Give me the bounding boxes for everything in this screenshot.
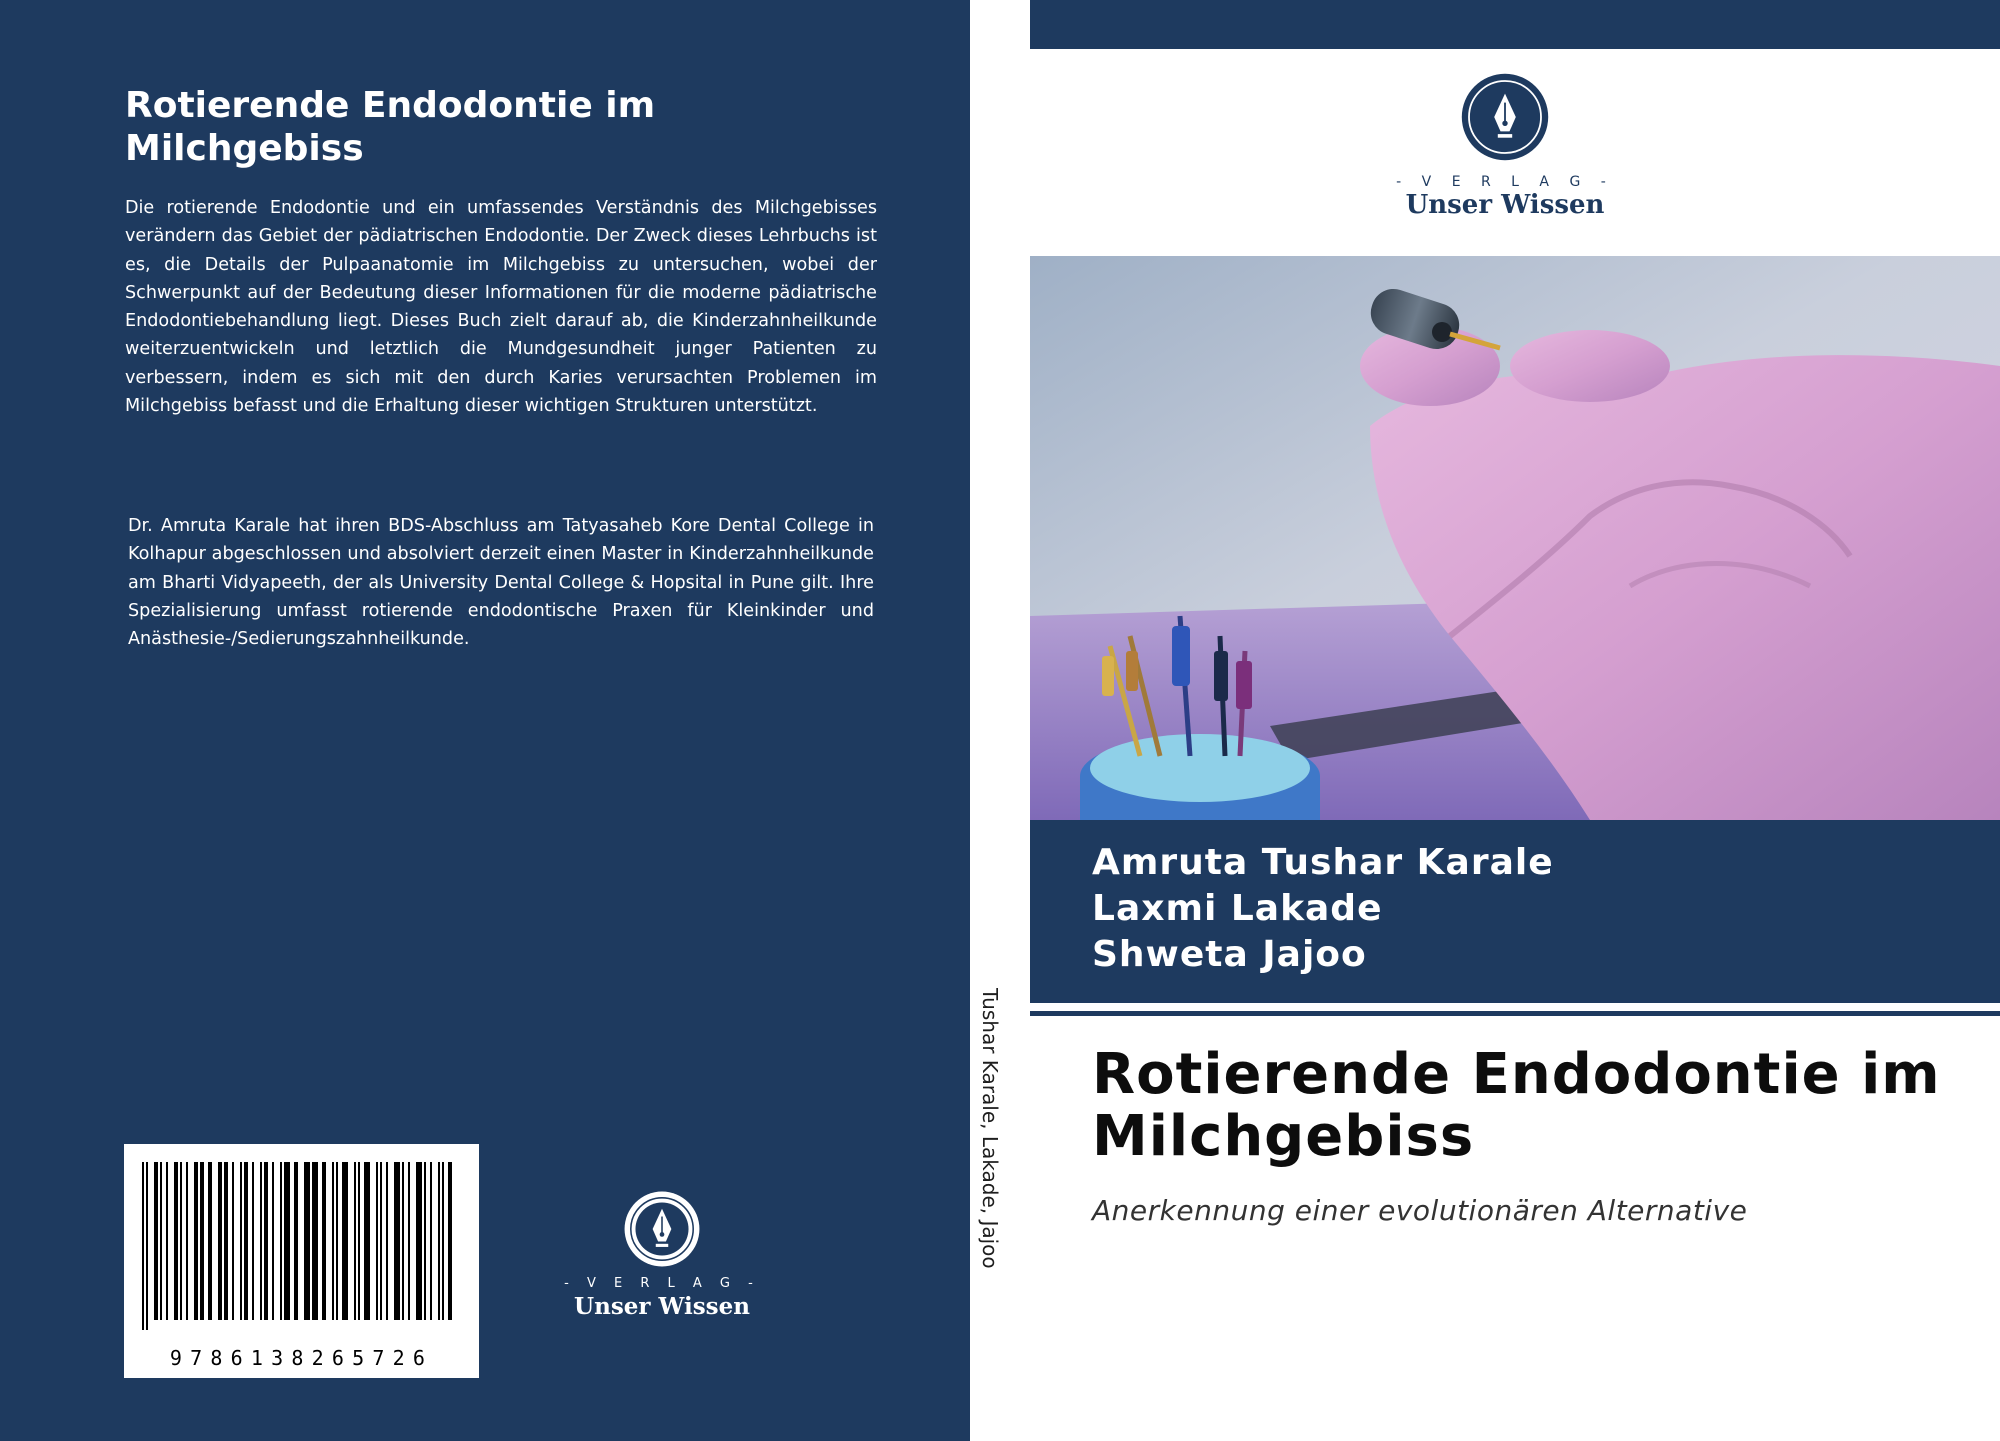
barcode-bar [146,1162,148,1330]
barcode-bar [386,1162,388,1320]
back-cover [0,0,970,1441]
barcode-bar [380,1162,382,1320]
barcode-bar [358,1162,360,1320]
barcode-bar [174,1162,178,1320]
barcode-bar [438,1162,440,1320]
back-publisher-name: Unser Wissen [574,1293,750,1320]
spine [970,0,1030,1441]
barcode-bar [252,1162,254,1320]
barcode-bar [294,1162,298,1320]
barcode-bar [394,1162,400,1320]
barcode-bar [284,1162,290,1320]
barcode-bar [354,1162,356,1320]
isbn-barcode [124,1144,479,1378]
barcode-bar [240,1162,242,1320]
gloved-hand-dental-file-image [1030,256,2000,820]
back-cover-title: Rotierende Endodontie im Milchgebiss [125,85,656,169]
barcode-bar [224,1162,228,1320]
barcode-digits: 9786138265726 [169,1346,434,1370]
barcode-bar [200,1162,204,1320]
barcode-bar [186,1162,188,1320]
back-publisher-logo [562,1190,762,1320]
barcode-bar [160,1162,162,1320]
pen-nib-emblem-icon [623,1190,701,1268]
barcode-bar [142,1162,144,1330]
barcode-bar [244,1162,248,1320]
author-name: Laxmi Lakade [1092,888,1383,929]
author-name: Shweta Jajoo [1092,934,1367,975]
author-biography: Dr. Amruta Karale hat ihren BDS-Abschluss am Tatyasaheb Kore Dental College in Kolhapur abgeschlossen und absolviert derzeit einen Master in Kinderzahnheilkunde am Bharti Vidyapeeth, der als University Dental College & Hopsital in Pune gilt. Ihre Spezialisierung umfasst rotierende endodontische Praxen für Kleinkinder und Anästhesie-/Sedierungszahnheilkunde. [128,516,874,650]
barcode-bar [342,1162,348,1320]
cover-photo [1030,256,2000,820]
barcode-bar [260,1162,262,1320]
barcode-bar [442,1162,444,1320]
barcode-bar [376,1162,378,1320]
barcode-bar [218,1162,222,1320]
book-summary: Die rotierende Endodontie und ein umfassendes Verständnis des Milchgebisses verändern das Gebiet der pädiatrischen Endodontie. Der Zweck dieses Lehrbuchs ist es, die Details der Pulpaanatomie im Milchgebiss zu untersuchen, wobei der Schwerpunkt auf der Bedeutung dieser Informationen für die moderne pädiatrische Endodontiebehandlung liegt. Dieses Buch zielt darauf ab, die Kinderzahnheilkunde weiterzuentwickeln und letztlich die Mundgesundheit junger Patienten zu verbessern, indem es sich mit den durch Karies verursachten Problemen im Milchgebiss befasst und die Erhaltung dieser wichtigen Strukturen unterstützt. [125,198,877,417]
barcode-bars [124,1144,479,1344]
back-verlag-label: - V E R L A G - [564,1276,760,1291]
barcode-bar [364,1162,370,1320]
barcode-bar [312,1162,318,1320]
barcode-bar [194,1162,198,1320]
title-divider [1030,1011,2000,1016]
spine-authors: Tushar Karale, Lakade, Jajoo [978,988,1002,1269]
barcode-bar [416,1162,422,1320]
barcode-bar [402,1162,404,1320]
barcode-bar [264,1162,268,1320]
barcode-bar [322,1162,326,1320]
barcode-bar [424,1162,426,1320]
barcode-bar [448,1162,452,1320]
barcode-bar [304,1162,310,1320]
front-publisher-name: Unser Wissen [1405,190,1605,220]
barcode-bar [332,1162,334,1320]
barcode-bar [430,1162,432,1320]
front-cover-subtitle: Anerkennung einer evolutionären Alternative [1092,1194,1748,1227]
front-verlag-label: - V E R L A G - [1396,174,1614,190]
barcode-bar [208,1162,212,1320]
authors-band [1030,820,2000,1003]
front-cover-title: Rotierende Endodontie im Milchgebiss [1092,1042,1941,1169]
barcode-bar [336,1162,338,1320]
barcode-bar [180,1162,182,1320]
front-publisher-logo [1380,72,1630,220]
barcode-bar [232,1162,234,1320]
pen-nib-emblem-icon [1460,72,1550,162]
barcode-bar [166,1162,168,1320]
front-top-bar [1030,0,2000,49]
author-name: Amruta Tushar Karale [1092,842,1554,883]
barcode-bar [408,1162,410,1320]
barcode-bar [154,1162,158,1320]
barcode-bar [280,1162,282,1320]
barcode-bar [272,1162,274,1320]
